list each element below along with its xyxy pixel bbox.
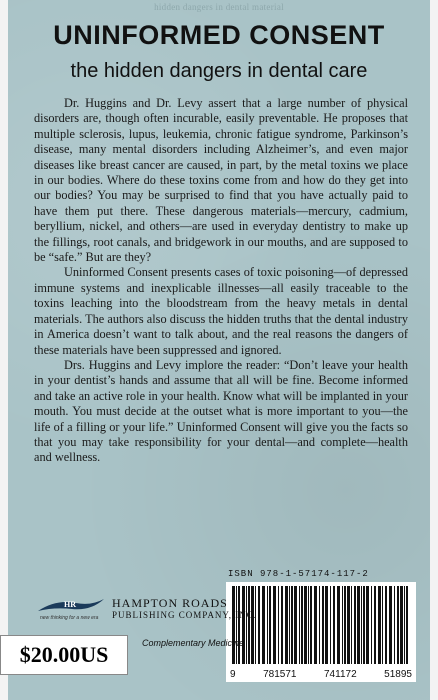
price-sticker: $20.00US (0, 635, 128, 675)
blurb-paragraph-2: Uninformed Consent presents cases of toxic poisoning—of depressed immune systems and inexplicable illnesses—all easily traceable to the toxins leaching into the bloodstream from the heavy metals in dental materials. The authors also discuss the hidden truths that the dental industry in America doesn’t want to talk about, and the real reasons the dangers of these materials have been suppressed and ignored. (34, 265, 408, 357)
barcode-digit-group: 51895 (384, 669, 412, 680)
isbn-label: ISBN 978-1-57174-117-2 (228, 569, 369, 579)
back-cover (8, 0, 430, 700)
book-title: UNINFORMED CONSENT (53, 20, 385, 50)
publisher-tagline: new thinking for a new era (40, 615, 99, 621)
blurb (34, 96, 408, 466)
barcode-digit-group: 741172 (324, 669, 357, 680)
barcode-digit-group: 9 (230, 669, 236, 680)
faint-top-text: hidden dangers in dental material (154, 2, 284, 12)
barcode-bars-icon (232, 586, 410, 666)
book-category: Complementary Medicine (142, 638, 245, 648)
publisher-company: PUBLISHING COMPANY, INC. (112, 610, 258, 620)
barcode (226, 582, 416, 682)
barcode-digit-group: 781571 (263, 669, 297, 680)
blurb-paragraph-3: Drs. Huggins and Levy implore the reader: “Don’t leave your health in your dentist’s hands and assume that all will be fine. Become informed and take an active role in your health. Know what will be implanted in your mouth. You must decide at the outset what is more important to you—the life of a filling or your life.” Uninformed Consent will give you the facts so that you may take responsibility for your dental—and complete—health and wellness. (34, 357, 408, 465)
blurb-paragraph-1: Dr. Huggins and Dr. Levy assert that a large number of physical disorders are, though often incurable, easily preventable. He proposes that multiple sclerosis, lupus, leukemia, chronic fatigue syndrome, Parkinson’s disease, many mental disorders including Alzheimer’s, and even major diseases like breast cancer are caused, in part, by the metal toxins we place in our bodies. Where do these toxins come from and how do they get into our bodies? You may be surprised to find that you have actually paid to have them put there. These dangerous materials—mercury, cadmium, beryllium, nickel, and others—are used in everyday dentistry to make up the fillings, root canals, and bridgework in our mouths, and are supposed to be “safe.” But are they? (34, 96, 408, 265)
book-subtitle: the hidden dangers in dental care (70, 60, 368, 82)
publisher-logo-icon (36, 595, 106, 617)
publisher-name: HAMPTON ROADS (112, 596, 228, 610)
barcode-digits (230, 669, 412, 680)
svg-text:HR: HR (64, 600, 76, 609)
